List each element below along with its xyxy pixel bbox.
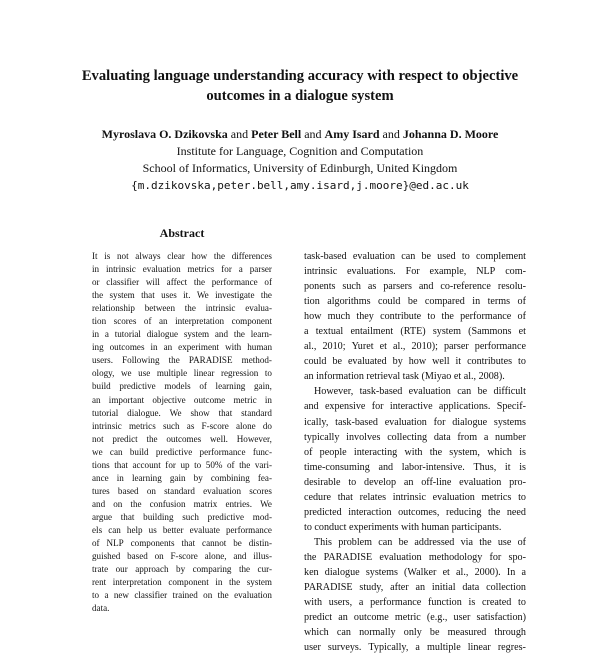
- text-line: rent interpretation component in the system: [92, 577, 272, 588]
- author-emails: {m.dzikovska,peter.bell,amy.isard,j.moore}@ed.ac.uk: [131, 179, 469, 192]
- text-line: al., 2010; Yuret et al., 2010); parser performance: [304, 341, 526, 353]
- text-line: a textual entailment (RTE) system (Sammons et: [304, 326, 526, 338]
- text-line: user surveys. Typically, a multiple linear regres-: [304, 642, 526, 654]
- text-line: how much they contribute to the performance of: [304, 311, 526, 323]
- text-line: time-consuming and labor-intensive. Thus, it is: [304, 461, 526, 473]
- text-line: tion scores of an interpretation component: [92, 316, 272, 327]
- text-line: to a new classifier trained on the evaluation: [92, 590, 272, 601]
- text-line: ing outcomes in an experiment with human: [92, 342, 272, 353]
- text-line: tion algorithms could be compared in terms of: [304, 296, 526, 308]
- text-line: intrinsic metrics such as F-score alone do: [92, 420, 272, 431]
- text-line: ken dialogue systems (Walker et al., 2000). In a: [304, 566, 526, 578]
- text-line: of NLP components that cannot be distin-: [92, 538, 272, 549]
- author-name: Johanna D. Moore: [402, 127, 499, 141]
- author-name: Myroslava O. Dzikovska: [101, 127, 231, 141]
- abstract-heading: Abstract: [159, 226, 205, 240]
- text-line: users. Following the PARADISE method-: [92, 355, 272, 366]
- text-line: trate our approach by comparing the cur-: [92, 564, 272, 575]
- text-line: the system that uses it. We investigate the: [92, 290, 272, 301]
- author-school: School of Informatics, University of Edinburgh, United Kingdom: [142, 161, 458, 175]
- text-line: which can normally only be measured through: [304, 627, 526, 639]
- text-line: guished based on F-score alone, and illus-: [92, 551, 272, 562]
- text-line: data.: [92, 603, 110, 614]
- author-name: Amy Isard: [324, 127, 383, 141]
- text-line: an important objective outcome metric in: [92, 394, 272, 405]
- text-line: tions that account for up to 50% of the vari-: [92, 459, 272, 470]
- text-line: could be evaluated by how well it contributes to: [304, 356, 526, 368]
- text-line: ically, task-based evaluation for dialogue systems: [304, 416, 526, 428]
- title-line-1: Evaluating language understanding accuracy with respect to objective: [81, 68, 519, 84]
- author-connector: and: [230, 127, 252, 141]
- author-connector: and: [304, 127, 325, 141]
- text-line: PARADISE study, after an initial data collection: [304, 582, 526, 594]
- text-line: argue that building such predictive mod-: [92, 511, 272, 522]
- text-line: predicted interaction outcomes, reducing the need: [304, 506, 526, 518]
- text-line: tures based on standard evaluation scores: [92, 485, 272, 496]
- text-line: tutorial dialogue. We show that standard: [92, 407, 272, 418]
- text-line: ponents such as parsers and co-reference resolu-: [304, 281, 526, 293]
- text-line: task-based evaluation can be used to complement: [304, 251, 526, 262]
- text-line: of people interacting with the system, which is: [304, 446, 526, 458]
- text-line: els can help us better evaluate performance: [92, 524, 272, 535]
- text-line: However, task-based evaluation can be difficult: [314, 386, 526, 398]
- text-line: intrinsic evaluations. For example, NLP com-: [304, 266, 526, 278]
- text-line: relationship between the intrinsic evalua-: [92, 303, 272, 314]
- text-line: build predictive models of learning gain,: [92, 381, 272, 392]
- abstract-body: [92, 250, 272, 615]
- text-line: typically involves collecting data from a number: [304, 431, 526, 443]
- text-line: we can build predictive performance func-: [92, 446, 272, 457]
- text-line: predict an outcome metric (e.g., user satisfaction): [304, 612, 526, 624]
- author-names: [30, 126, 570, 143]
- text-line: ance in learning gain by combining fea-: [92, 472, 272, 483]
- text-line: ology, we use multiple linear regression to: [92, 368, 272, 379]
- text-line: and on the confusion matrix entries. We: [92, 498, 272, 509]
- text-line: and expensive for interactive applications. Specif-: [304, 401, 526, 413]
- text-line: in intrinsic evaluation metrics for a parser: [92, 264, 272, 275]
- text-line: the PARADISE evaluation methodology for spo-: [304, 551, 526, 563]
- author-name: Peter Bell: [251, 127, 305, 141]
- text-line: It is not always clear how the differences: [92, 251, 272, 261]
- text-line: in a tutorial dialogue system and the learn-: [92, 329, 272, 340]
- text-line: with users, a performance function is created to: [304, 597, 526, 609]
- body-text-column: [304, 249, 526, 655]
- text-line: not predict the outcomes well. However,: [92, 433, 272, 444]
- text-line: or classifier will affect the performance of: [92, 277, 272, 288]
- title-line-2: outcomes in a dialogue system: [206, 88, 394, 104]
- text-line: to conduct experiments with human participants.: [304, 521, 502, 533]
- author-connector: and: [382, 127, 403, 141]
- text-line: an information retrieval task (Miyao et al., 2008).: [304, 371, 505, 383]
- author-block: [30, 126, 570, 194]
- text-line: desirable to develop an off-line evaluation pro-: [304, 476, 526, 488]
- paper-title: [40, 66, 560, 106]
- text-line: This problem can be addressed via the use of: [314, 536, 526, 548]
- text-line: cedure that relates intrinsic evaluation metrics to: [304, 491, 526, 503]
- author-institute: Institute for Language, Cognition and Computation: [176, 144, 424, 158]
